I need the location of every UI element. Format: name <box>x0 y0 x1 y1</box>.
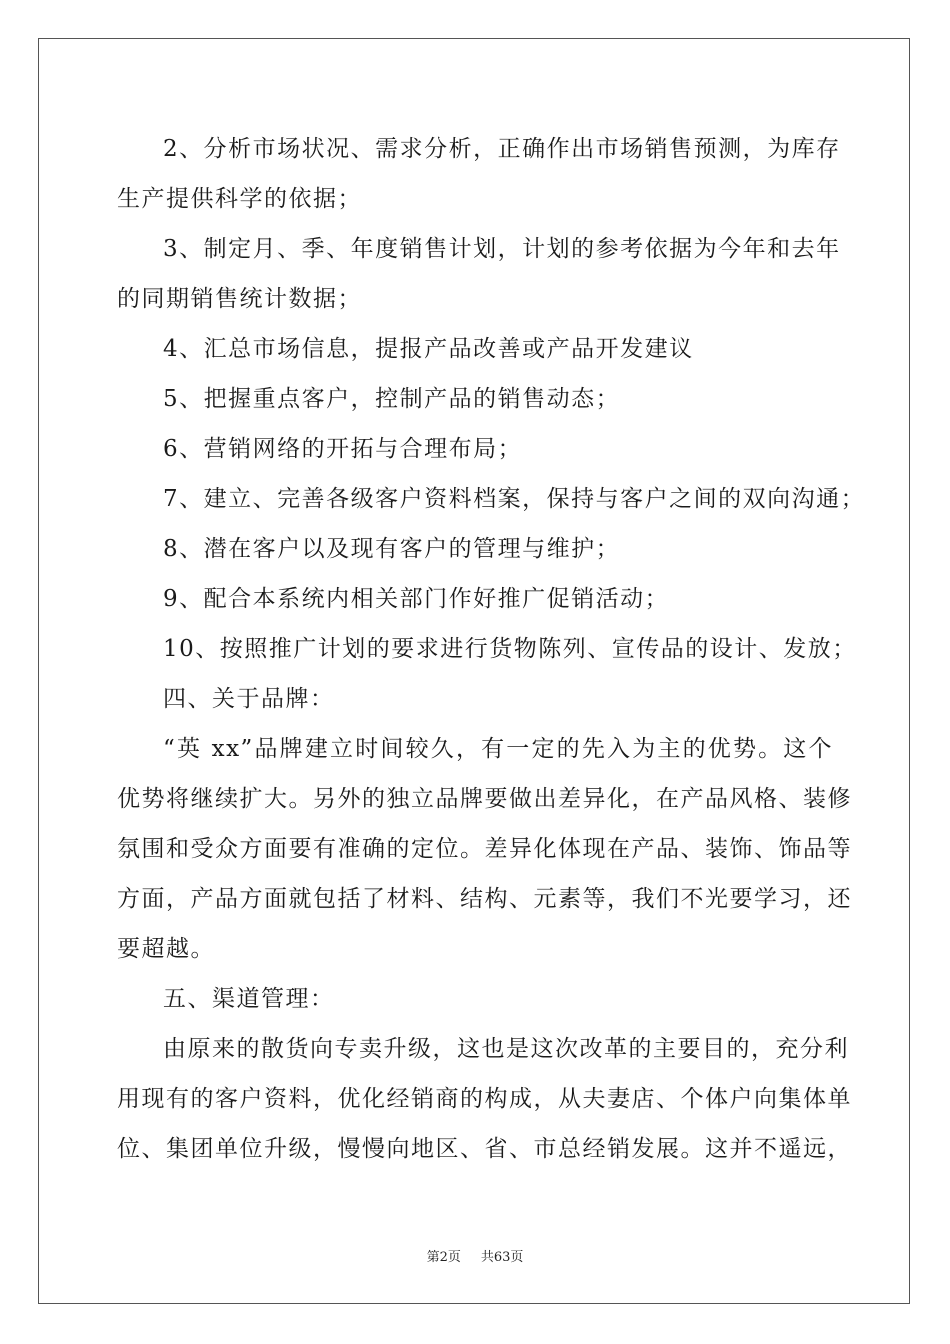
section-heading: 四、关于品牌： <box>163 686 335 712</box>
paragraph-line: 的同期销售统计数据； <box>117 286 362 312</box>
paragraph-line: 生产提供科学的依据； <box>117 186 362 212</box>
paragraph-line: 氛围和受众方面要有准确的定位。差异化体现在产品、装饰、饰品等 <box>117 836 852 862</box>
paragraph-line: 8、潜在客户以及现有客户的管理与维护； <box>163 536 621 562</box>
paragraph-line: 5、把握重点客户，控制产品的销售动态； <box>163 386 621 412</box>
paragraph-line: 位、集团单位升级，慢慢向地区、省、市总经销发展。这并不遥远， <box>117 1136 852 1162</box>
document-body <box>117 124 866 1174</box>
page-number: 第2页 <box>426 1250 461 1265</box>
page-footer <box>0 1246 950 1265</box>
paragraph-line: 6、营销网络的开拓与合理布局； <box>163 436 523 462</box>
paragraph-line: “英 xx”品牌建立时间较久，有一定的先入为主的优势。这个 <box>163 736 833 762</box>
paragraph-line: 7、建立、完善各级客户资料档案，保持与客户之间的双向沟通； <box>163 486 866 512</box>
paragraph-line: 3、制定月、季、年度销售计划，计划的参考依据为今年和去年 <box>163 236 841 262</box>
paragraph-line: 方面，产品方面就包括了材料、结构、元素等，我们不光要学习，还 <box>117 886 852 912</box>
paragraph-line: 由原来的散货向专卖升级，这也是这次改革的主要目的，充分利 <box>163 1036 849 1062</box>
paragraph-line: 10、按照推广计划的要求进行货物陈列、宣传品的设计、发放； <box>163 636 857 662</box>
total-pages: 共63页 <box>480 1250 524 1265</box>
paragraph-line: 9、配合本系统内相关部门作好推广促销活动； <box>163 586 670 612</box>
section-heading: 五、渠道管理： <box>163 986 335 1012</box>
paragraph-line: 4、汇总市场信息，提报产品改善或产品开发建议 <box>163 336 694 362</box>
paragraph-line: 要超越。 <box>117 936 215 962</box>
paragraph-line: 优势将继续扩大。另外的独立品牌要做出差异化，在产品风格、装修 <box>117 786 852 812</box>
paragraph-line: 用现有的客户资料，优化经销商的构成，从夫妻店、个体户向集体单 <box>117 1086 852 1112</box>
paragraph-line: 2、分析市场状况、需求分析，正确作出市场销售预测，为库存 <box>163 136 841 162</box>
